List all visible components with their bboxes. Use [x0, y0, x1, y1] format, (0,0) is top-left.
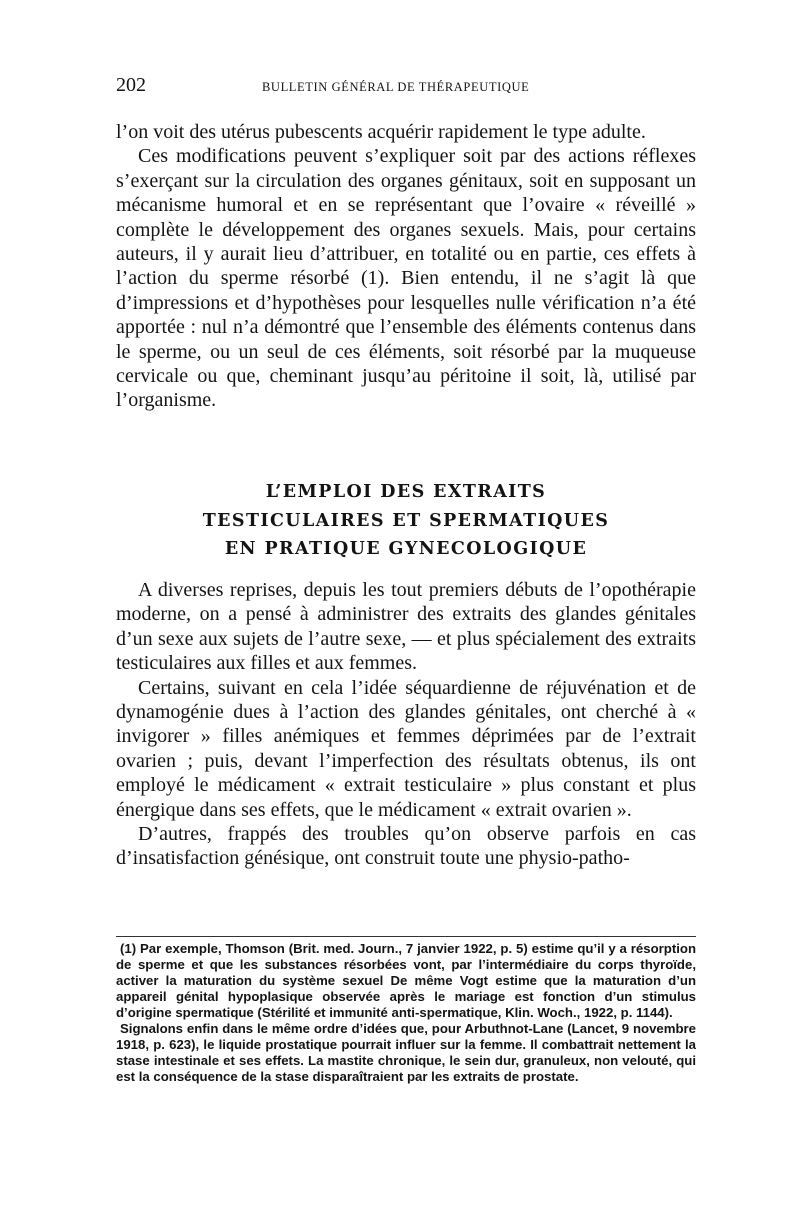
section-heading-line-1: L’EMPLOI DES EXTRAITS: [265, 482, 547, 502]
section-heading: [116, 478, 696, 564]
section-text: [116, 578, 696, 871]
journal-title: BULLETIN GÉNÉRAL DE THÉRAPEUTIQUE: [262, 80, 530, 94]
intro-paragraph-2: Ces modifications peuvent s’expliquer soit par des actions réflexes s’exerçant sur la circulation des organes génitaux, soit en supposant un mécanisme humoral et en se représentant que l’ovaire « réveillé » complète le développement des organes sexuels. Mais, pour certains auteurs, il y aurait lieu d’attribuer, en totalité ou en partie, ces effets à l’action du sperme résorbé (1). Bien entendu, il ne s’agit là que d’impressions et d’hypothèses pour lesquelles nulle vérification n’a été apportée : nul n’a démontré que l’ensemble des éléments contenus dans le sperme, ou un seul de ces éléments, soit résorbé par la muqueuse cervicale ou que, cheminant jusqu’au péritoine il soit, là, utilisé par l’organisme.: [116, 145, 696, 412]
footnote-2: Signalons enfin dans le même ordre d’idées que, pour Arbuthnot-Lane (Lancet, 9 novembre 1918, p. 623), le liquide prostatique pourrait influer sur la femme. Il combattrait nettement la stase intestinale et ses effets. La mastite chronique, le sein dur, granuleux, non velouté, qui est la conséquence de la stase disparaîtraient par les extraits de prostate.: [116, 1021, 696, 1084]
section-paragraph-1: A diverses reprises, depuis les tout premiers débuts de l’opothérapie moderne, on a pensé à administrer des extraits des glandes génitales d’un sexe aux sujets de l’autre sexe, — et plus spécialement des extraits testiculaires aux filles et aux femmes.: [116, 579, 696, 675]
intro-paragraph-1: l’on voit des utérus pubescents acquérir rapidement le type adulte.: [116, 121, 646, 143]
page-number: 202: [116, 74, 146, 96]
section-heading-line-3: EN PRATIQUE GYNECOLOGIQUE: [224, 539, 588, 559]
section-paragraph-3: D’autres, frappés des troubles qu’on observe parfois en cas d’insatisfaction génésique, ont construit toute une physio-patho-: [116, 823, 696, 870]
running-head: [116, 74, 696, 102]
section-heading-line-2: TESTICULAIRES ET SPERMATIQUES: [202, 510, 610, 531]
intro-text: [116, 120, 696, 413]
footnote-1: (1) Par exemple, Thomson (Brit. med. Journ., 7 janvier 1922, p. 5) estime qu’il y a résorption de sperme et que les substances résorbées vont, par l’intermédiaire du corps thyroïde, activer la maturation du système sexuel De même Vogt estime que la maturation d’un appareil génital hypoplasique observée après le mariage est fonction d’un stimulus d’origine spermatique (Stérilité et immunité anti-spermatique, Klin. Woch., 1922, p. 1144).: [116, 941, 696, 1020]
footnotes: [116, 936, 696, 1085]
section-paragraph-2: Certains, suivant en cela l’idée séquardienne de réjuvénation et de dynamogénie dues à l’action des glandes génitales, ont cherché à « invigorer » filles anémiques et femmes déprimées par de l’extrait ovarien ; puis, devant l’imperfection des résultats obtenus, ils ont employé le médicament « extrait testiculaire » plus constant et plus énergique dans ses effets, que le médicament « extrait ovarien ».: [116, 676, 696, 821]
